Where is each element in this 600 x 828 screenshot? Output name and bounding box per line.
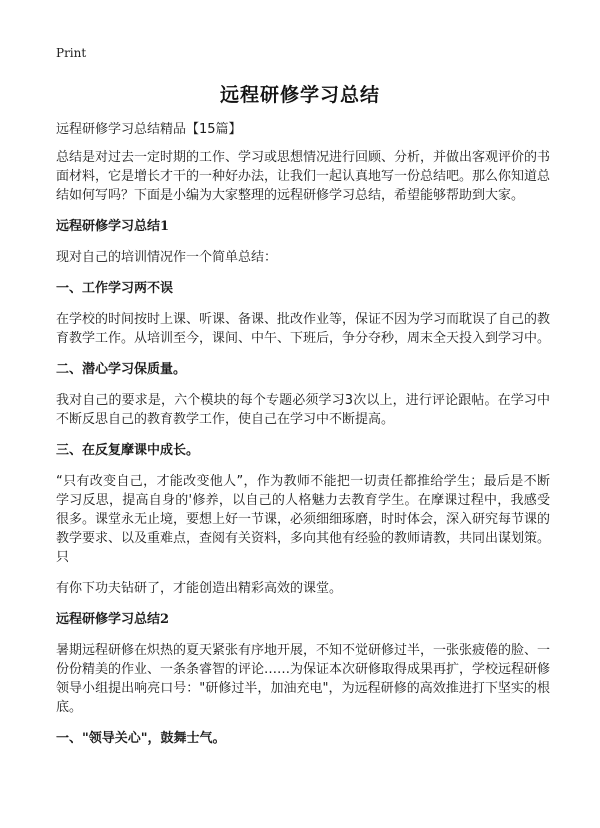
subsection-heading: 二、潜心学习保质量。 bbox=[56, 362, 187, 377]
subsection-heading: 一、"领导关心"，鼓舞士气。 bbox=[56, 731, 226, 746]
print-link[interactable]: Print bbox=[56, 46, 87, 60]
intro-paragraph: 总结是对过去一定时期的工作、学习或思想情况进行回顾、分析，并做出客观评价的书面材料，它是增长才干的一种好办法，让我们一起认真地写一份总结吧。那么你知道总结如何写吗？下面是小编为大家整理的远程研修学习总结，希望能够帮助到大家。 bbox=[56, 150, 551, 203]
paragraph: 我对自己的要求是，六个模块的每个专题必须学习3次以上，进行评论跟帖。在学习中不断反思自己的教育教学工作，使自己在学习中不断提高。 bbox=[56, 393, 550, 427]
paragraph: 有你下功夫钻研了，才能创造出精彩高效的课堂。 bbox=[56, 581, 343, 596]
section-heading: 远程研修学习总结2 bbox=[56, 612, 170, 627]
paragraph: 现对自己的培训情况作一个简单总结： bbox=[56, 250, 278, 265]
page-title: 远程研修学习总结 bbox=[219, 84, 380, 106]
paragraph: “只有改变自己，才能改变他人”，作为教师不能把一切责任都推给学生；最后是不断学习反思，提高自身的'修养，以自己的人格魅力去教育学生。在摩课过程中，我感受很多。课堂永无止境，要想上好一节课，必须细细琢磨，时时体会，深入研究每节课的教学要求、以及重难点，查阅有关资料，多向其他有经验的教师请教，共同出谋划策。只 bbox=[56, 474, 551, 565]
document-body bbox=[56, 120, 550, 760]
paragraph: 在学校的时间按时上课、听课、备课、批改作业等，保证不因为学习而耽误了自己的教育教学工作。从培训至今，课间、中午、下班后，争分夺秒，周末全天投入到学习中。 bbox=[56, 312, 551, 346]
document-subtitle: 远程研修学习总结精品【15篇】 bbox=[56, 122, 242, 137]
subsection-heading: 一、工作学习两不误 bbox=[56, 281, 174, 296]
subsection-heading: 三、在反复摩课中成长。 bbox=[56, 443, 200, 458]
paragraph: 暑期远程研修在炽热的夏天紧张有序地开展，不知不觉研修过半，一张张疲倦的脸、一份份精美的作业、一条条睿智的评论……为保证本次研修取得成果再扩，学校远程研修领导小组提出响亮口号："研修过半，加油充电"，为远程研修的高效推进打下坚实的根底。 bbox=[56, 643, 551, 715]
section-heading: 远程研修学习总结1 bbox=[56, 219, 170, 234]
